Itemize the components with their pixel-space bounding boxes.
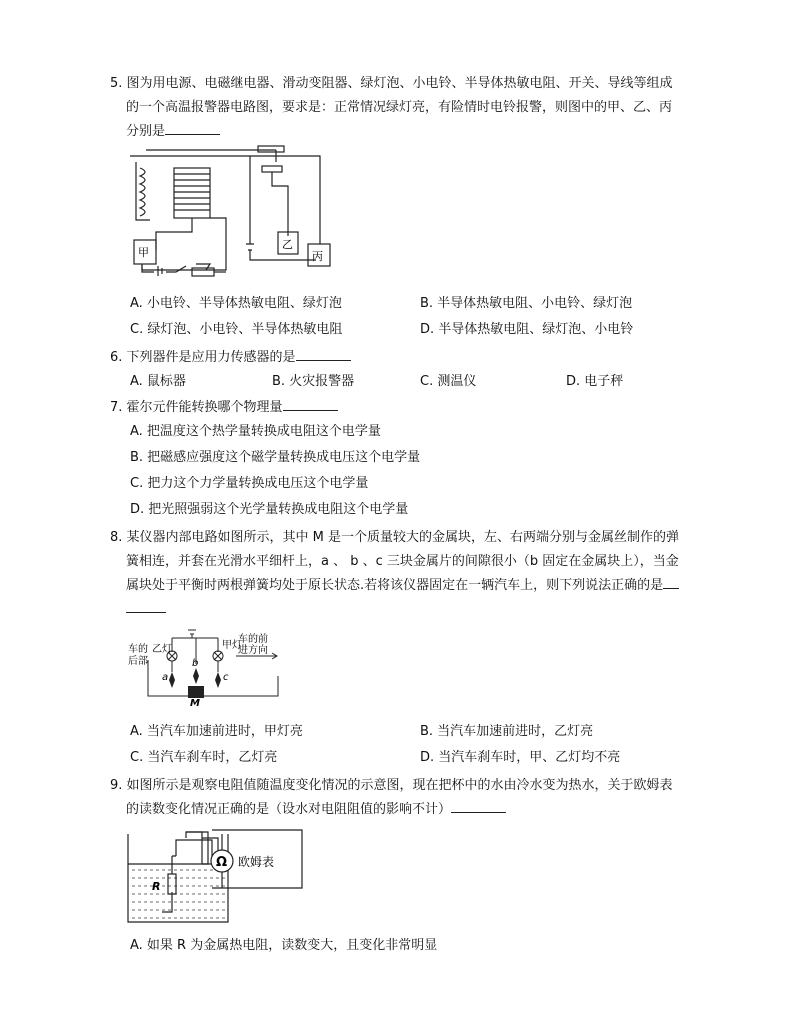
q5-stem-line1: 5. 图为用电源、电磁继电器、滑动变阻器、绿灯泡、小电铃、半导体热敏电阻、开关、导线等组成	[110, 76, 673, 91]
q5-stem-text: 分别是	[126, 124, 166, 139]
q8-option-c[interactable]: C. 当汽车刹车时，乙灯亮	[130, 750, 278, 765]
fig-label-yi: 乙	[282, 238, 293, 251]
q6-option-d[interactable]: D. 电子秤	[566, 374, 624, 389]
q7-stem	[110, 396, 338, 415]
fig-lamp-yi-label: 乙灯	[152, 644, 172, 655]
fig-front-label-1: 车的前	[238, 634, 268, 645]
q9-stem-line2	[126, 798, 506, 817]
q9-beaker-figure	[122, 826, 312, 926]
fig-ohmmeter-label: 欧姆表	[238, 855, 275, 869]
q8-stem-line1: 8. 某仪器内部电路如图所示，其中 M 是一个质量较大的金属块，左、右两端分别与金属丝制作的弹	[110, 530, 680, 545]
q8-stem-line3	[126, 574, 679, 593]
q9-stem-line1: 9. 如图所示是观察电阻值随温度变化情况的示意图，现在把杯中的水由冷水变为热水，关于欧姆表	[110, 778, 673, 793]
fig-contact-b: b	[192, 658, 199, 669]
q8-option-a[interactable]: A. 当汽车加速前进时，甲灯亮	[130, 724, 303, 739]
fig-contact-a: a	[162, 672, 169, 683]
answer-blank	[165, 120, 220, 135]
answer-blank	[663, 574, 679, 589]
q6-stem	[110, 346, 351, 365]
answer-blank	[283, 396, 338, 411]
q5-stem-line2: 的一个高温报警器电路图，要求是：正常情况绿灯亮，有险情时电铃报警，则图中的甲、乙、丙	[126, 100, 673, 115]
q5-option-a[interactable]: A. 小电铃、半导体热敏电阻、绿灯泡	[130, 296, 342, 311]
q6-stem-text: 6. 下列器件是应用力传感器的是	[110, 350, 296, 365]
q5-stem-line3	[126, 120, 220, 139]
q8-instrument-figure	[126, 622, 286, 706]
q8-stem-line2: 簧相连，并套在光滑水平细杆上，a 、 b 、c 三块金属片的间隙很小（b 固定在金属块上），当金	[126, 554, 679, 569]
fig-resistor-R: R	[152, 880, 161, 893]
q7-stem-text: 7. 霍尔元件能转换哪个物理量	[110, 400, 283, 415]
answer-blank	[451, 798, 506, 813]
q9-option-a[interactable]: A. 如果 R 为金属热电阻，读数变大，且变化非常明显	[130, 938, 438, 953]
q5-option-d[interactable]: D. 半导体热敏电阻、绿灯泡、小电铃	[420, 322, 634, 337]
q8-stem-text: 属块处于平衡时两根弹簧均处于原长状态.若将该仪器固定在一辆汽车上，则下列说法正确的是	[126, 578, 664, 593]
q5-option-c[interactable]: C. 绿灯泡、小电铃、半导体热敏电阻	[130, 322, 343, 337]
q9-stem-text: 的读数变化情况正确的是（设水对电阻阻值的影响不计）	[126, 802, 452, 817]
q8-blank-line	[126, 598, 166, 617]
q8-option-d[interactable]: D. 当汽车刹车时，甲、乙灯均不亮	[420, 750, 621, 765]
fig-ohm-symbol: Ω	[216, 855, 228, 870]
fig-rear-label-1: 车的	[128, 644, 148, 655]
fig-lamp-jia-label: 甲灯	[222, 640, 242, 651]
answer-blank	[296, 346, 351, 361]
fig-label-jia: 甲	[138, 246, 149, 259]
fig-front-label-2: 进方向	[238, 645, 268, 656]
q7-option-d[interactable]: D. 把光照强弱这个光学量转换成电阻这个电学量	[130, 502, 409, 517]
q7-option-b[interactable]: B. 把磁感应强度这个磁学量转换成电压这个电学量	[130, 450, 421, 465]
q6-option-a[interactable]: A. 鼠标器	[130, 374, 186, 389]
fig-mass-M: M	[190, 698, 200, 706]
fig-contact-c: c	[223, 672, 229, 683]
q6-option-c[interactable]: C. 测温仪	[420, 374, 477, 389]
q6-option-b[interactable]: B. 火灾报警器	[272, 374, 355, 389]
fig-label-bing: 丙	[312, 250, 323, 263]
fig-rear-label-2: 后部	[128, 656, 148, 667]
q8-option-b[interactable]: B. 当汽车加速前进时，乙灯亮	[420, 724, 594, 739]
q7-option-a[interactable]: A. 把温度这个热学量转换成电阻这个电学量	[130, 424, 381, 439]
q5-option-b[interactable]: B. 半导体热敏电阻、小电铃、绿灯泡	[420, 296, 633, 311]
q5-circuit-figure	[126, 140, 336, 280]
q7-option-c[interactable]: C. 把力这个力学量转换成电压这个电学量	[130, 476, 369, 491]
answer-blank	[126, 598, 166, 613]
